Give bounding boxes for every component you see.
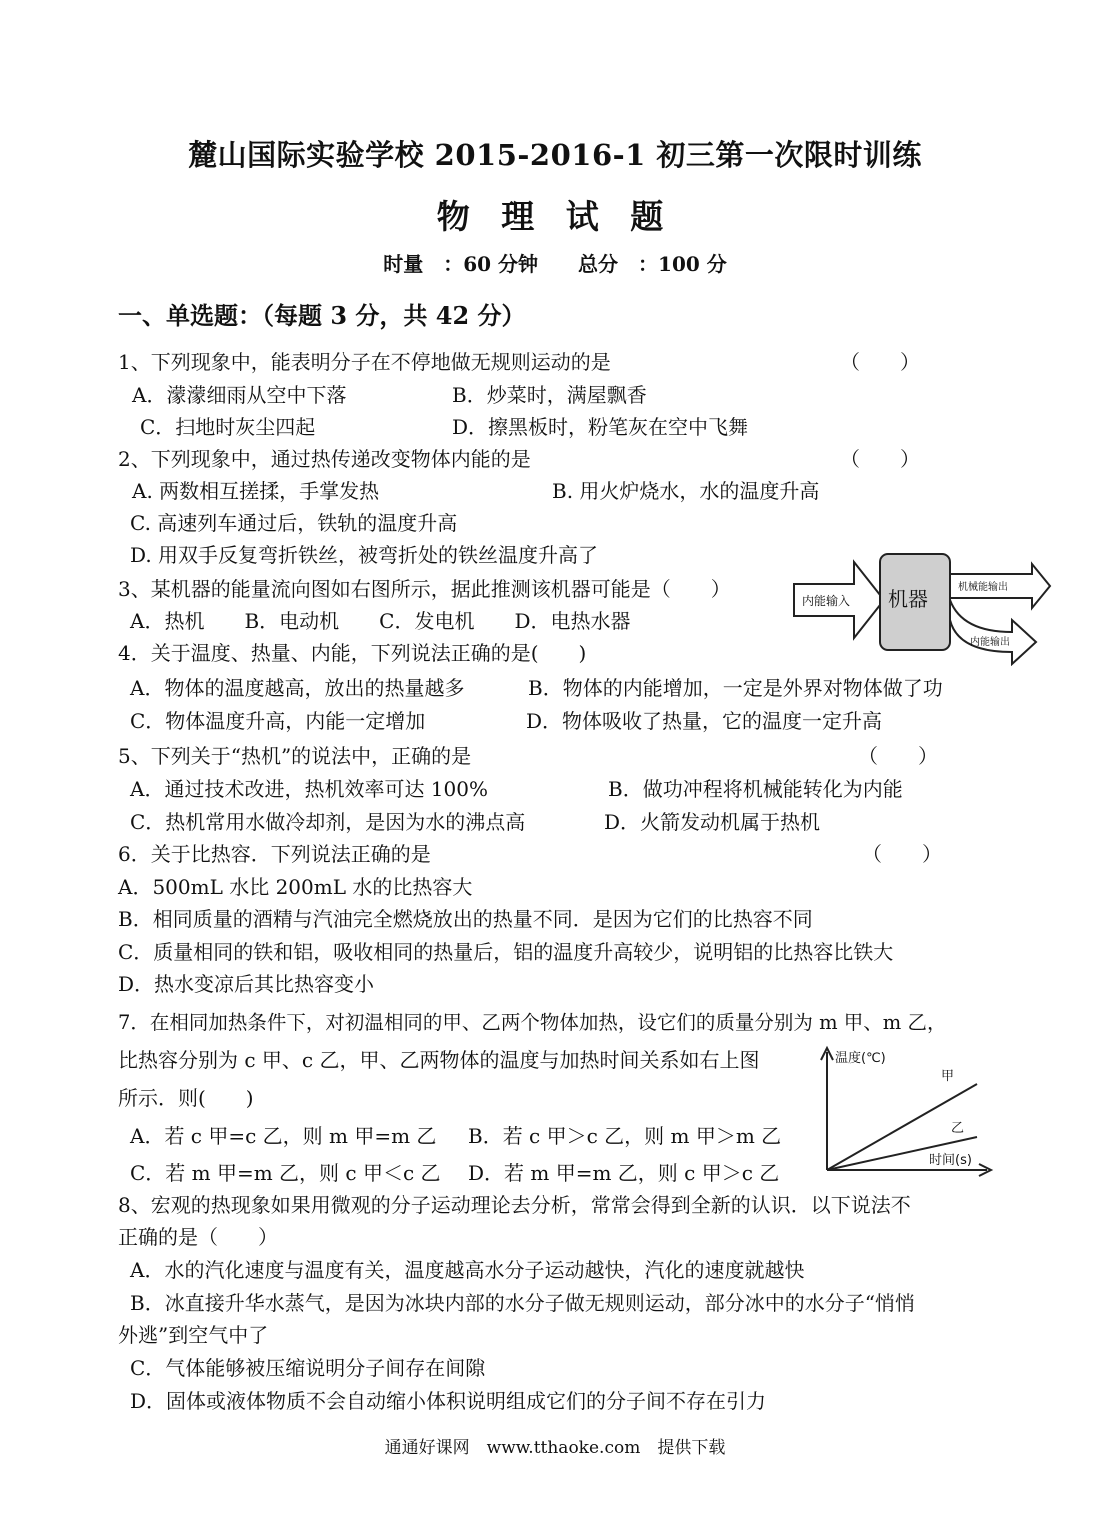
option-d: D．物体吸收了热量，它的温度一定升高 bbox=[526, 709, 883, 733]
option-d: D．热水变凉后其比热容变小 bbox=[118, 972, 375, 996]
page-title: 麓山国际实验学校 2015-2016-1 初三第一次限时训练 bbox=[188, 138, 922, 172]
option-b-cont: 外逃”到空气中了 bbox=[118, 1323, 269, 1347]
output2-label: 内能输出 bbox=[970, 637, 1010, 648]
question-6-stem: 6．关于比热容．下列说法正确的是 bbox=[118, 842, 431, 866]
option-d: D．擦黑板时，粉笔灰在空中飞舞 bbox=[452, 415, 749, 439]
option-c: C．气体能够被压缩说明分子间存在间隙 bbox=[130, 1356, 486, 1380]
option-b: B．物体的内能增加，一定是外界对物体做了功 bbox=[528, 676, 943, 700]
energy-flow-diagram bbox=[792, 548, 1052, 666]
question-3-options: A．热机 B．电动机 C．发电机 D．电热水器 bbox=[130, 609, 631, 633]
question-1-stem: 1、下列现象中，能表明分子在不停地做无规则运动的是 bbox=[118, 350, 611, 374]
answer-paren: （ ） bbox=[840, 350, 920, 374]
option-c: C．热机常用水做冷却剂，是因为水的沸点高 bbox=[130, 810, 526, 834]
option-b: B．炒菜时，满屋飘香 bbox=[452, 383, 647, 407]
input-label: 内能输入 bbox=[802, 594, 851, 608]
exam-meta: 时量 ：60 分钟 总分 ：100 分 bbox=[383, 252, 727, 276]
temperature-time-graph bbox=[815, 1040, 995, 1180]
page-subtitle: 物 理 试 题 bbox=[436, 197, 674, 236]
option-a: A．若 c 甲=c 乙，则 m 甲=m 乙 bbox=[130, 1124, 437, 1148]
option-b: B．做功冲程将机械能转化为内能 bbox=[608, 777, 903, 801]
option-c: C. 高速列车通过后，铁轨的温度升高 bbox=[130, 511, 458, 535]
option-a: A．500mL 水比 200mL 水的比热容大 bbox=[118, 875, 473, 899]
option-a: A．物体的温度越高，放出的热量越多 bbox=[130, 676, 465, 700]
section-heading: 一、单选题：（每题 3 分，共 42 分） bbox=[118, 301, 526, 330]
page-footer: 通通好课网 www.tthaoke.com 提供下载 bbox=[384, 1438, 726, 1458]
machine-label: 机器 bbox=[888, 587, 928, 611]
option-d: D. 用双手反复弯折铁丝，被弯折处的铁丝温度升高了 bbox=[130, 543, 599, 567]
option-d: D．火箭发动机属于热机 bbox=[604, 810, 821, 834]
question-3-stem: 3、某机器的能量流向图如右图所示，据此推测该机器可能是（ ） bbox=[118, 577, 731, 601]
option-d: D．若 m 甲=m 乙，则 c 甲＞c 乙 bbox=[468, 1161, 780, 1185]
question-5-stem: 5、下列关于“热机”的说法中，正确的是 bbox=[118, 744, 472, 768]
x-axis-label: 时间(s) bbox=[929, 1153, 972, 1168]
question-2-stem: 2、下列现象中，通过热传递改变物体内能的是 bbox=[118, 447, 531, 471]
option-b: B. 用火炉烧水，水的温度升高 bbox=[552, 479, 820, 503]
answer-paren: （ ） bbox=[858, 744, 938, 768]
question-7-stem-cont: 所示．则( ) bbox=[118, 1086, 254, 1110]
option-c: C．若 m 甲=m 乙，则 c 甲＜c 乙 bbox=[130, 1161, 441, 1185]
option-a: A．濛濛细雨从空中下落 bbox=[132, 383, 347, 407]
output1-label: 机械能输出 bbox=[958, 582, 1008, 593]
option-c: C．质量相同的铁和铝，吸收相同的热量后，铝的温度升高较少，说明铝的比热容比铁大 bbox=[118, 940, 894, 964]
option-d: D．固体或液体物质不会自动缩小体积说明组成它们的分子间不存在引力 bbox=[130, 1389, 767, 1413]
option-b: B．相同质量的酒精与汽油完全燃烧放出的热量不同．是因为它们的比热容不同 bbox=[118, 907, 813, 931]
output-arrow-internal bbox=[950, 600, 1036, 664]
question-8-stem-cont: 正确的是（ ） bbox=[118, 1225, 278, 1249]
option-a: A．通过技术改进，热机效率可达 100% bbox=[130, 777, 488, 801]
option-b: B．若 c 甲＞c 乙，则 m 甲＞m 乙 bbox=[468, 1124, 782, 1148]
option-c: C．物体温度升高，内能一定增加 bbox=[130, 709, 426, 733]
question-7-stem-cont: 比热容分别为 c 甲、c 乙，甲、乙两物体的温度与加热时间关系如右上图 bbox=[118, 1048, 760, 1072]
answer-paren: （ ） bbox=[862, 842, 942, 866]
line-yi-label: 乙 bbox=[951, 1121, 965, 1136]
option-a: A．水的汽化速度与温度有关，温度越高水分子运动越快，汽化的速度就越快 bbox=[130, 1258, 805, 1282]
line-jia-label: 甲 bbox=[941, 1069, 955, 1084]
option-c: C．扫地时灰尘四起 bbox=[140, 415, 316, 439]
y-axis-label: 温度(℃) bbox=[835, 1051, 886, 1066]
question-4-stem: 4．关于温度、热量、内能，下列说法正确的是( ) bbox=[118, 641, 587, 665]
question-8-stem: 8、宏观的热现象如果用微观的分子运动理论去分析，常常会得到全新的认识．以下说法不 bbox=[118, 1193, 911, 1217]
option-a: A. 两数相互搓揉，手掌发热 bbox=[132, 479, 380, 503]
answer-paren: （ ） bbox=[840, 447, 920, 471]
question-7-stem: 7．在相同加热条件下，对初温相同的甲、乙两个物体加热，设它们的质量分别为 m 甲、m 乙， bbox=[118, 1011, 947, 1034]
option-b: B．冰直接升华水蒸气，是因为冰块内部的水分子做无规则运动，部分冰中的水分子“悄悄 bbox=[130, 1291, 915, 1315]
